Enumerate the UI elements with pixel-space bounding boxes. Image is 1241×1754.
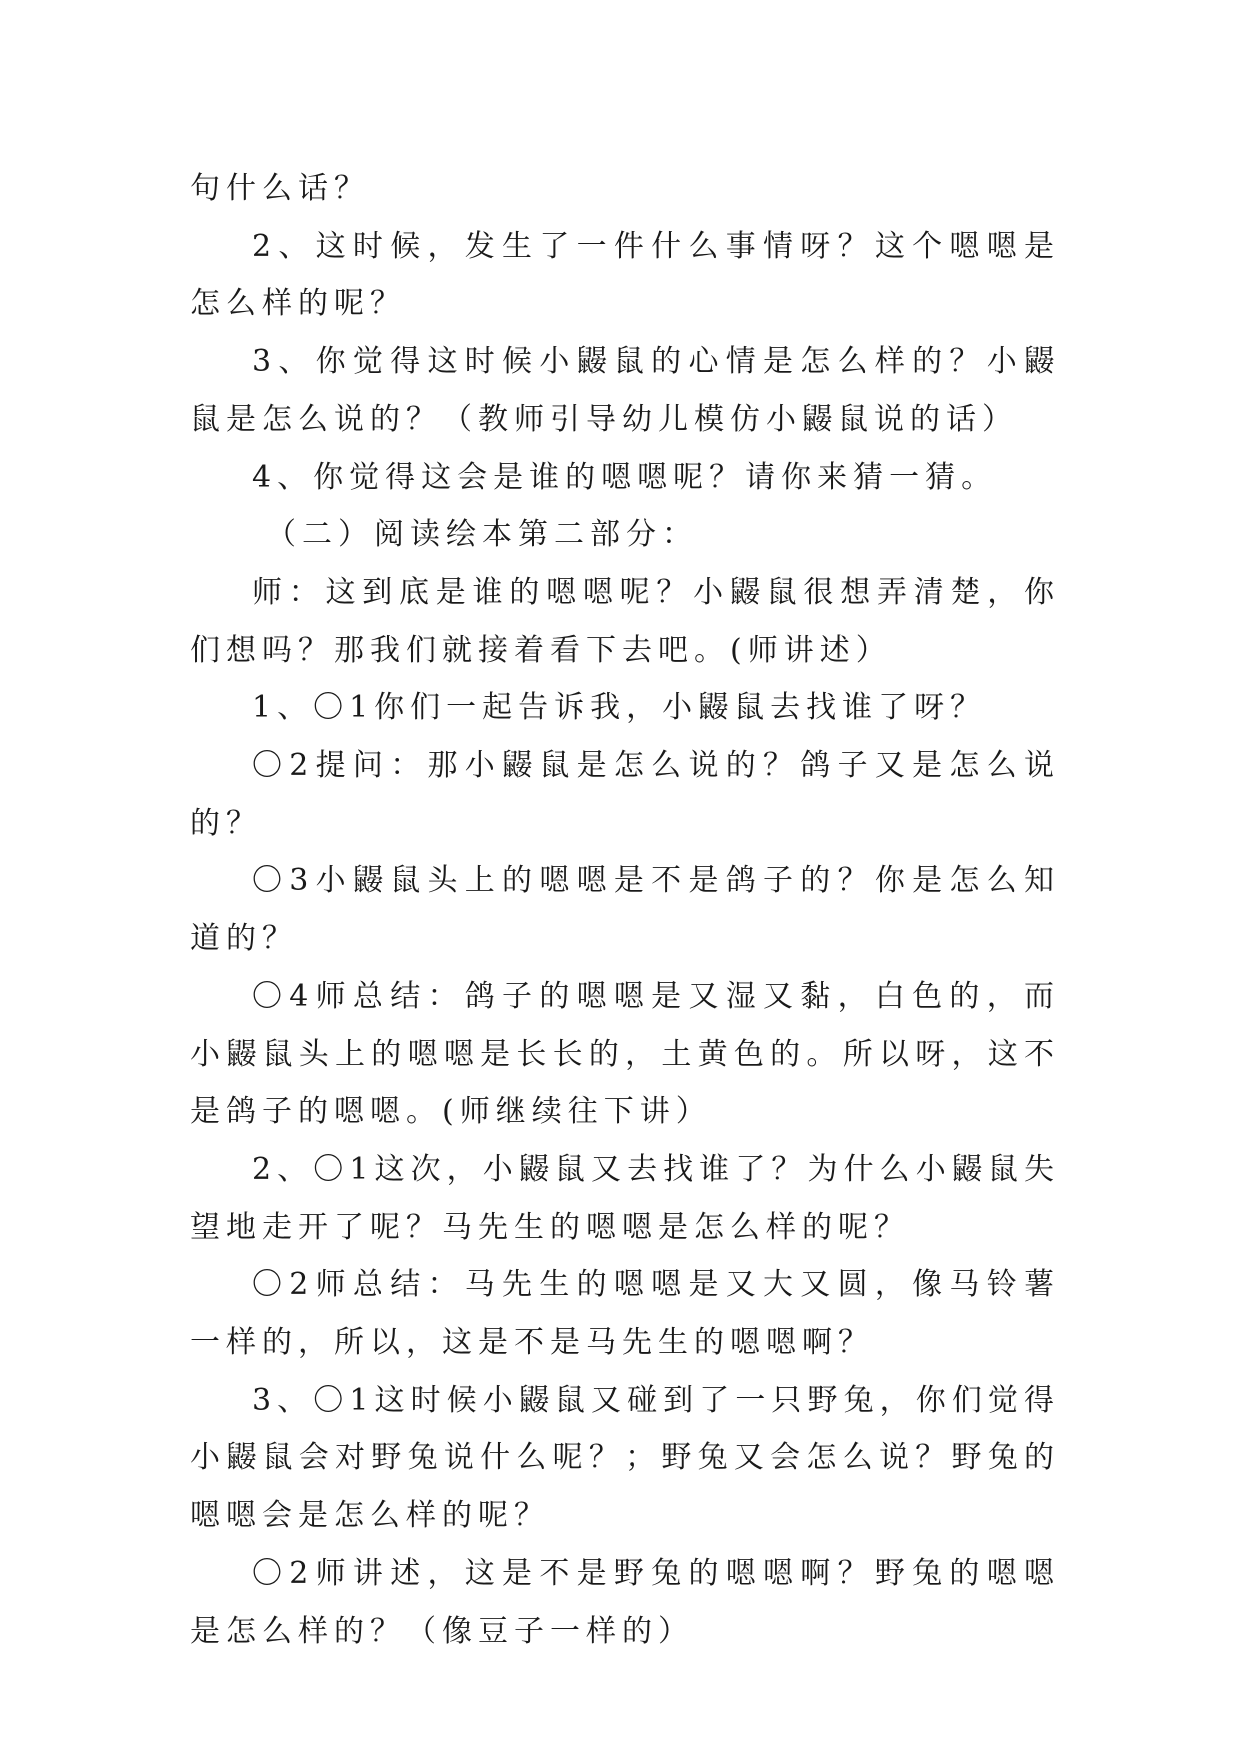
paragraph: 〇2师讲述，这是不是野兔的嗯嗯啊？野兔的嗯嗯是怎么样的？（像豆子一样的）: [190, 1555, 1060, 1649]
paragraph: 师：这到底是谁的嗯嗯呢？小鼹鼠很想弄清楚，你们想吗？那我们就接着看下去吧。(师讲述）: [190, 574, 1060, 668]
paragraph: 2、〇1这次，小鼹鼠又去找谁了？为什么小鼹鼠失望地走开了呢？马先生的嗯嗯是怎么样的呢？: [190, 1151, 1060, 1245]
paragraph: 〇2师总结：马先生的嗯嗯是又大又圆，像马铃薯一样的，所以，这是不是马先生的嗯嗯啊？: [190, 1267, 1060, 1361]
paragraph: 〇3小鼹鼠头上的嗯嗯是不是鸽子的？你是怎么知道的？: [190, 863, 1060, 957]
paragraph: 句什么话？: [190, 171, 370, 206]
paragraph: 〇4师总结：鸽子的嗯嗯是又湿又黏，白色的，而小鼹鼠头上的嗯嗯是长长的，土黄色的。所以呀，这不是鸽子的嗯嗯。(师继续往下讲）: [190, 978, 1060, 1130]
document-body: [190, 160, 1060, 1660]
paragraph: 2、这时候，发生了一件什么事情呀？这个嗯嗯是怎么样的呢？: [190, 228, 1060, 322]
paragraph: 〇2提问：那小鼹鼠是怎么说的？鸽子又是怎么说的？: [190, 748, 1060, 841]
paragraph: 3、你觉得这时候小鼹鼠的心情是怎么样的？小鼹鼠是怎么说的？（教师引导幼儿模仿小鼹鼠说的话）: [190, 344, 1060, 437]
paragraph: 4、你觉得这会是谁的嗯嗯呢？请你来猜一猜。: [252, 459, 998, 495]
section-heading: （二）阅读绘本第二部分：: [266, 517, 698, 553]
paragraph: 3、〇1这时候小鼹鼠又碰到了一只野兔，你们觉得小鼹鼠会对野兔说什么呢？；野兔又会怎么说？野兔的嗯嗯会是怎么样的呢？: [190, 1382, 1060, 1534]
paragraph: 1、〇1你们一起告诉我，小鼹鼠去找谁了呀？: [252, 690, 987, 726]
